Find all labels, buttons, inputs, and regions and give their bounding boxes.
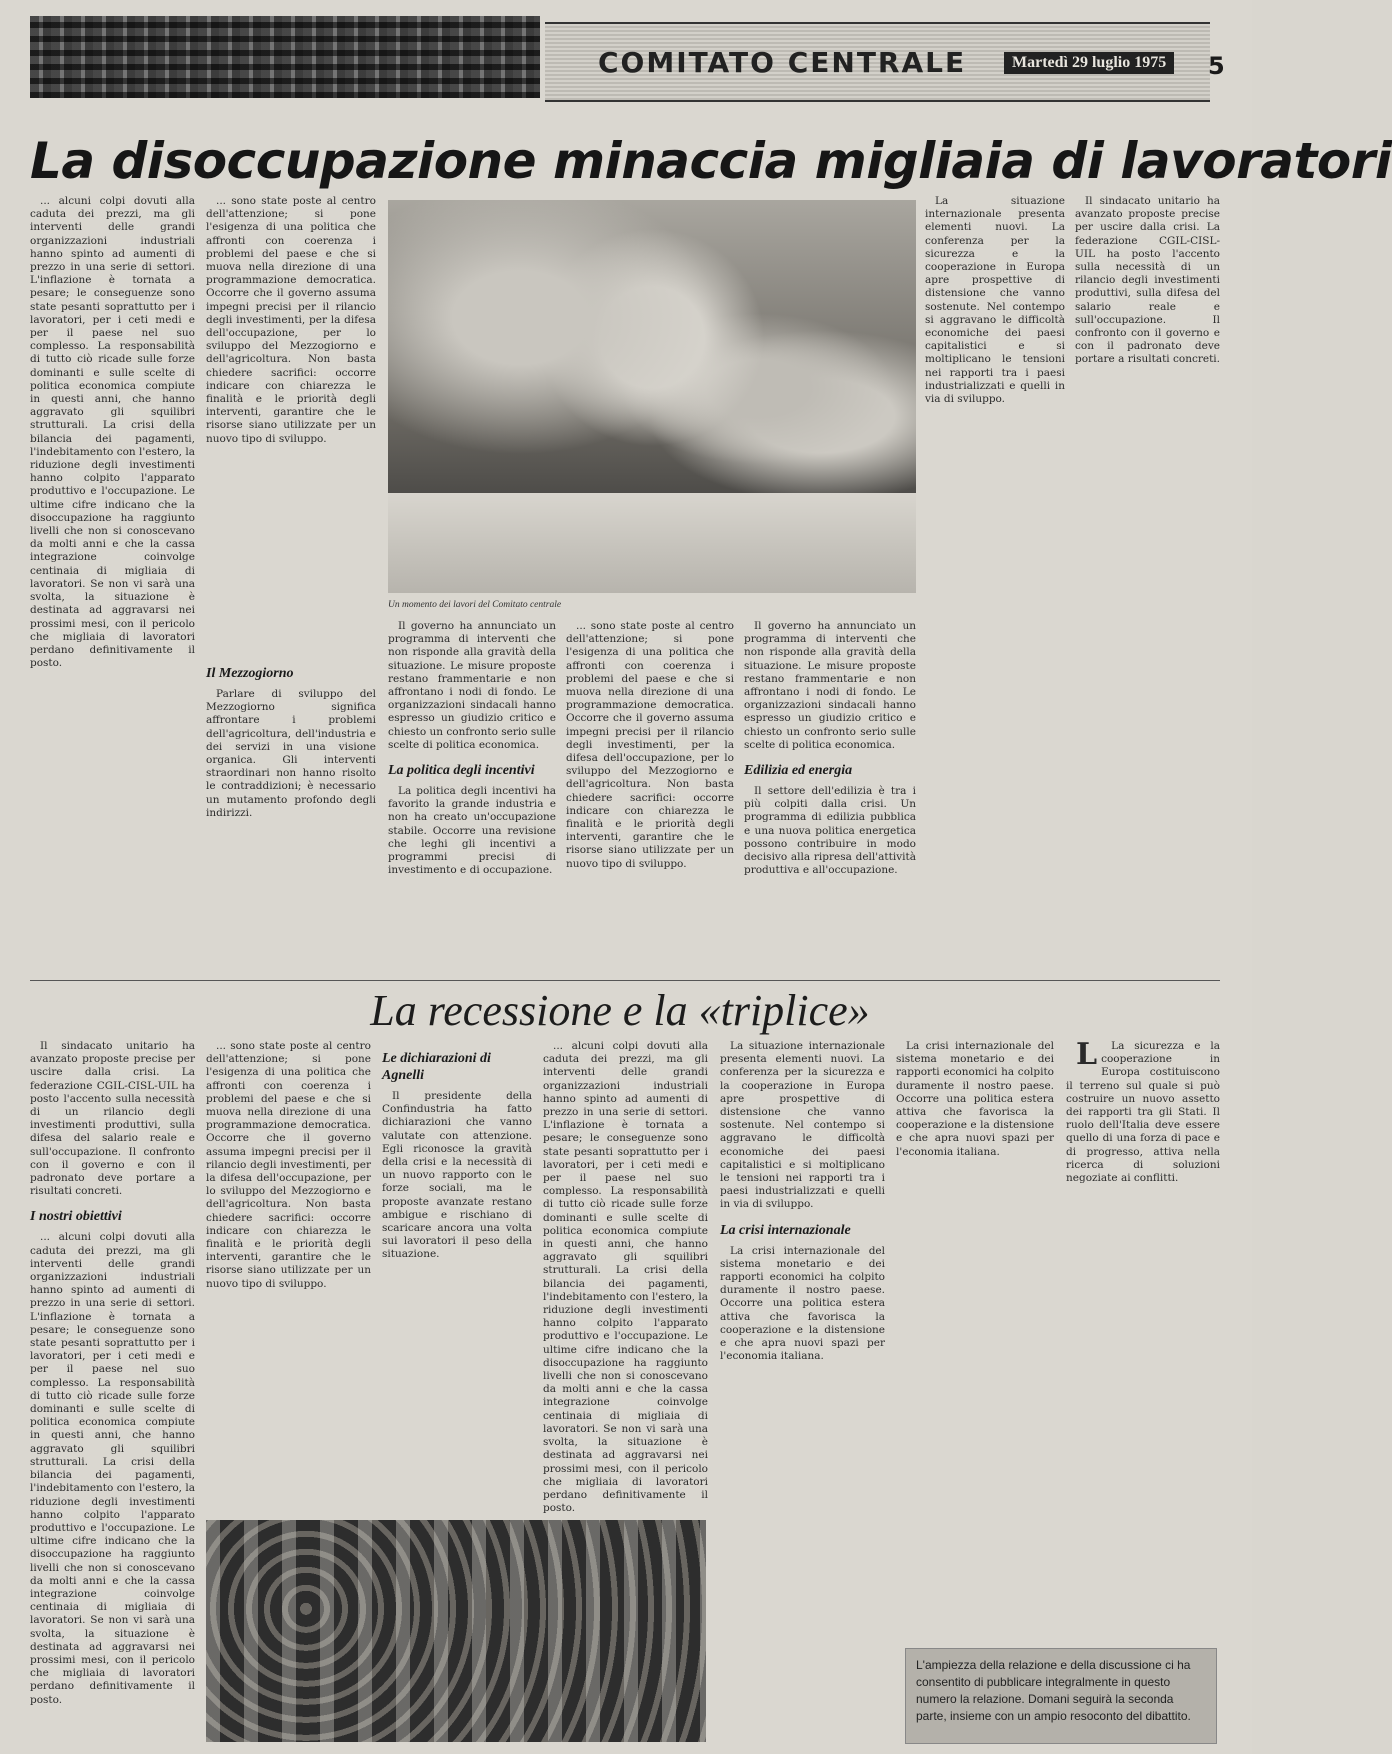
photo-caption: Un momento dei lavori del Comitato centrale [388, 600, 562, 610]
article-column-5: ... sono state poste al centro dell'attenzione; si pone l'esigenza di una politica che affronti con coerenza i problemi del paese e che si muova nella direzione di una programmazione democratica. Occorre che il governo assuma impegni precisi per il rilancio degli investimenti, per la difesa dell'occupazione, per lo sviluppo del Mezzogiorno e dell'agricoltura. Non basta chiedere sacrifici: occorre indicare con chiarezza le finalità e le priorità degli interventi, garantire che le risorse siano utilizzate per un nuovo tipo di sviluppo. [566, 620, 734, 870]
audience-photo [206, 1520, 706, 1742]
subhead-obiettivi: I nostri obiettivi [30, 1209, 122, 1225]
article-column-8: Il sindacato unitario ha avanzato proposte precise per uscire dalla crisi. La federazione CGIL-CISL-UIL ha posto l'accento sulla necessità di un rilancio degli investimenti produttivi, sulla difesa del salario reale e sull'occupazione. Il confronto con il governo e con il padronato deve portare a risultati concreti. [1075, 195, 1220, 366]
article-column-11: Le dichiarazioni di Agnelli Il presidente della Confindustria ha fatto dichiarazioni che vanno valutate con attenzione. Egli riconosce la gravità della crisi e la necessità di un nuovo rapporto con le forze sociali, ma le proposte avanzate restano ambigue e rischiano di scaricare ancora una volta sui lavoratori il peso della situazione. [382, 1051, 532, 1261]
article-column-6: Il governo ha annunciato un programma di interventi che non risponde alla gravità della situazione. Le misure proposte restano frammentarie e non affrontano i nodi di fondo. Le organizzazioni sindacali hanno espresso un giudizio critico e chiesto un confronto serio sulle scelte di politica economica. Edilizia ed energia Il settore dell'edilizia è tra i più colpiti dalla crisi. Un programma di edilizia pubblica e una nuova politica energetica possono contribuire in modo decisivo alla ripresa dell'attività produttiva e all'occupazione. [744, 620, 916, 877]
article-column-1: ... alcuni colpi dovuti alla caduta dei prezzi, ma gli interventi delle grandi organizzazioni industriali hanno spinto ad aumenti di prezzo in una serie di settori. L'inflazione è tornata a pesare; le conseguenze sono state pesanti soprattutto per i lavoratori, per i ceti medi e per il paese nel suo complesso. La responsabilità di tutto ciò ricade sulle forze dominanti e sulle scelte di politica economica compiute in questi anni, che hanno aggravato gli squilibri strutturali. La crisi della bilancia dei pagamenti, l'indebitamento con l'estero, la riduzione degli investimenti hanno colpito l'apparato produttivo e l'occupazione. Le ultime cifre indicano che la disoccupazione ha raggiunto livelli che non si conoscevano da molti anni e che la cassa integrazione coinvolge centinaia di migliaia di lavoratori. Se non vi sarà una svolta, la situazione è destinata ad aggravarsi nei prossimi mesi, con il pericolo che migliaia di lavoratori perdano definitivamente il posto. [30, 195, 195, 670]
article-column-4: Il governo ha annunciato un programma di interventi che non risponde alla gravità della situazione. Le misure proposte restano frammentarie e non affrontano i nodi di fondo. Le organizzazioni sindacali hanno espresso un giudizio critico e chiesto un confronto serio sulle scelte di politica economica. La politica degli incentivi La politica degli incentivi ha favorito la grande industria e non ha creato un'occupazione stabile. Occorre una revisione che leghi gli incentivi a programmi precisi di investimento e di occupazione. [388, 620, 556, 877]
subhead-agnelli: Le dichiarazioni di Agnelli [382, 1051, 491, 1083]
divider [30, 980, 1220, 981]
issue-date: Martedì 29 luglio 1975 [1004, 52, 1174, 74]
subhead-edilizia: Edilizia ed energia [744, 763, 853, 779]
main-headline: La disoccupazione minaccia migliaia di lavoratori [30, 132, 1392, 190]
article-column-13: La situazione internazionale presenta elementi nuovi. La conferenza per la sicurezza e la cooperazione in Europa apre prospettive di distensione che vanno sostenute. Nel contempo si aggravano le difficoltà economiche dei paesi capitalistici e si moltiplicano le tensioni nei rapporti tra i paesi industrializzati e quelli in via di sviluppo. La crisi internazionale La crisi internazionale del sistema monetario e dei rapporti economici ha colpito duramente il nostro paese. Occorre una politica estera attiva che favorisca la cooperazione e la distensione e che apra nuovi spazi per l'economia italiana. [720, 1040, 885, 1363]
page-number: 5 [1208, 52, 1225, 80]
article-column-3: Il Mezzogiorno Parlare di sviluppo del Mezzogiorno significa affrontare i problemi dell'agricoltura, dell'industria e dei servizi in una visione organica. Gli interventi straordinari non hanno risolto le contraddizioni; è necessario un mutamento profondo degli indirizzi. [206, 666, 376, 819]
editorial-note-box: L'ampiezza della relazione e della discussione ci ha consentito di pubblicare integralmente in questo numero la relazione. Domani seguirà la seconda parte, insieme con un ampio resoconto del dibattito. [905, 1648, 1217, 1744]
article-column-15: L La sicurezza e la cooperazione in Europa costituiscono il terreno sul quale si può costruire un nuovo assetto dei rapporti tra gli Stati. Il ruolo dell'Italia deve essere quello di una forza di pace e di progresso, attiva nella ricerca di soluzioni negoziate ai conflitti. [1066, 1037, 1220, 1185]
article-column-14: La crisi internazionale del sistema monetario e dei rapporti economici ha colpito duramente il nostro paese. Occorre una politica estera attiva che favorisca la cooperazione e la distensione e che apra nuovi spazi per l'economia italiana. [896, 1040, 1054, 1158]
meeting-photo [388, 200, 916, 593]
header-photo [30, 16, 540, 98]
section-title: COMITATO CENTRALE [598, 46, 967, 79]
article-column-12: ... alcuni colpi dovuti alla caduta dei prezzi, ma gli interventi delle grandi organizzazioni industriali hanno spinto ad aumenti di prezzo in una serie di settori. L'inflazione è tornata a pesare; le conseguenze sono state pesanti soprattutto per i lavoratori, per i ceti medi e per il paese nel suo complesso. La responsabilità di tutto ciò ricade sulle forze dominanti e sulle scelte di politica economica compiute in questi anni, che hanno aggravato gli squilibri strutturali. La crisi della bilancia dei pagamenti, l'indebitamento con l'estero, la riduzione degli investimenti hanno colpito l'apparato produttivo e l'occupazione. Le ultime cifre indicano che la disoccupazione ha raggiunto livelli che non si conoscevano da molti anni e che la cassa integrazione coinvolge centinaia di migliaia di lavoratori. Se non vi sarà una svolta, la situazione è destinata ad aggravarsi nei prossimi mesi, con il pericolo che migliaia di lavoratori perdano definitivamente il posto. [543, 1040, 708, 1515]
second-headline: La recessione e la «triplice» [370, 986, 870, 1035]
article-column-9: Il sindacato unitario ha avanzato proposte precise per uscire dalla crisi. La federazione CGIL-CISL-UIL ha posto l'accento sulla necessità di un rilancio degli investimenti produttivi, sulla difesa del salario reale e sull'occupazione. Il confronto con il governo e con il padronato deve portare a risultati concreti. I nostri obiettivi ... alcuni colpi dovuti alla caduta dei prezzi, ma gli interventi delle grandi organizzazioni industriali hanno spinto ad aumenti di prezzo in una serie di settori. L'inflazione è tornata a pesare; le conseguenze sono state pesanti soprattutto per i lavoratori, per i ceti medi e per il paese nel suo complesso. La responsabilità di tutto ciò ricade sulle forze dominanti e sulle scelte di politica economica compiute in questi anni, che hanno aggravato gli squilibri strutturali. La crisi della bilancia dei pagamenti, l'indebitamento con l'estero, la riduzione degli investimenti hanno colpito l'apparato produttivo e l'occupazione. Le ultime cifre indicano che la disoccupazione ha raggiunto livelli che non si conoscevano da molti anni e che la cassa integrazione coinvolge centinaia di migliaia di lavoratori. Se non vi sarà una svolta, la situazione è destinata ad aggravarsi nei prossimi mesi, con il pericolo che migliaia di lavoratori perdano definitivamente il posto. [30, 1040, 195, 1706]
subhead-incentivi: La politica degli incentivi [388, 763, 535, 779]
article-column-7: La situazione internazionale presenta elementi nuovi. La conferenza per la sicurezza e la cooperazione in Europa apre prospettive di distensione che vanno sostenute. Nel contempo si aggravano le difficoltà economiche dei paesi capitalistici e si moltiplicano le tensioni nei rapporti tra i paesi industrializzati e quelli in via di sviluppo. [925, 195, 1065, 406]
subhead-mezzogiorno: Il Mezzogiorno [206, 666, 294, 681]
subhead-crisi: La crisi internazionale [720, 1222, 851, 1238]
article-column-2: ... sono state poste al centro dell'attenzione; si pone l'esigenza di una politica che affronti con coerenza i problemi del paese e che si muova nella direzione di una programmazione democratica. Occorre che il governo assuma impegni precisi per il rilancio degli investimenti, per la difesa dell'occupazione, per lo sviluppo del Mezzogiorno e dell'agricoltura. Non basta chiedere sacrifici: occorre indicare con chiarezza le finalità e le priorità degli interventi, garantire che le risorse siano utilizzate per un nuovo tipo di sviluppo. [206, 195, 376, 445]
article-column-10: ... sono state poste al centro dell'attenzione; si pone l'esigenza di una politica che affronti con coerenza i problemi del paese e che si muova nella direzione di una programmazione democratica. Occorre che il governo assuma impegni precisi per il rilancio degli investimenti, per la difesa dell'occupazione, per lo sviluppo del Mezzogiorno e dell'agricoltura. Non basta chiedere sacrifici: occorre indicare con chiarezza le finalità e le priorità degli interventi, garantire che le risorse siano utilizzate per un nuovo tipo di sviluppo. [206, 1040, 371, 1290]
